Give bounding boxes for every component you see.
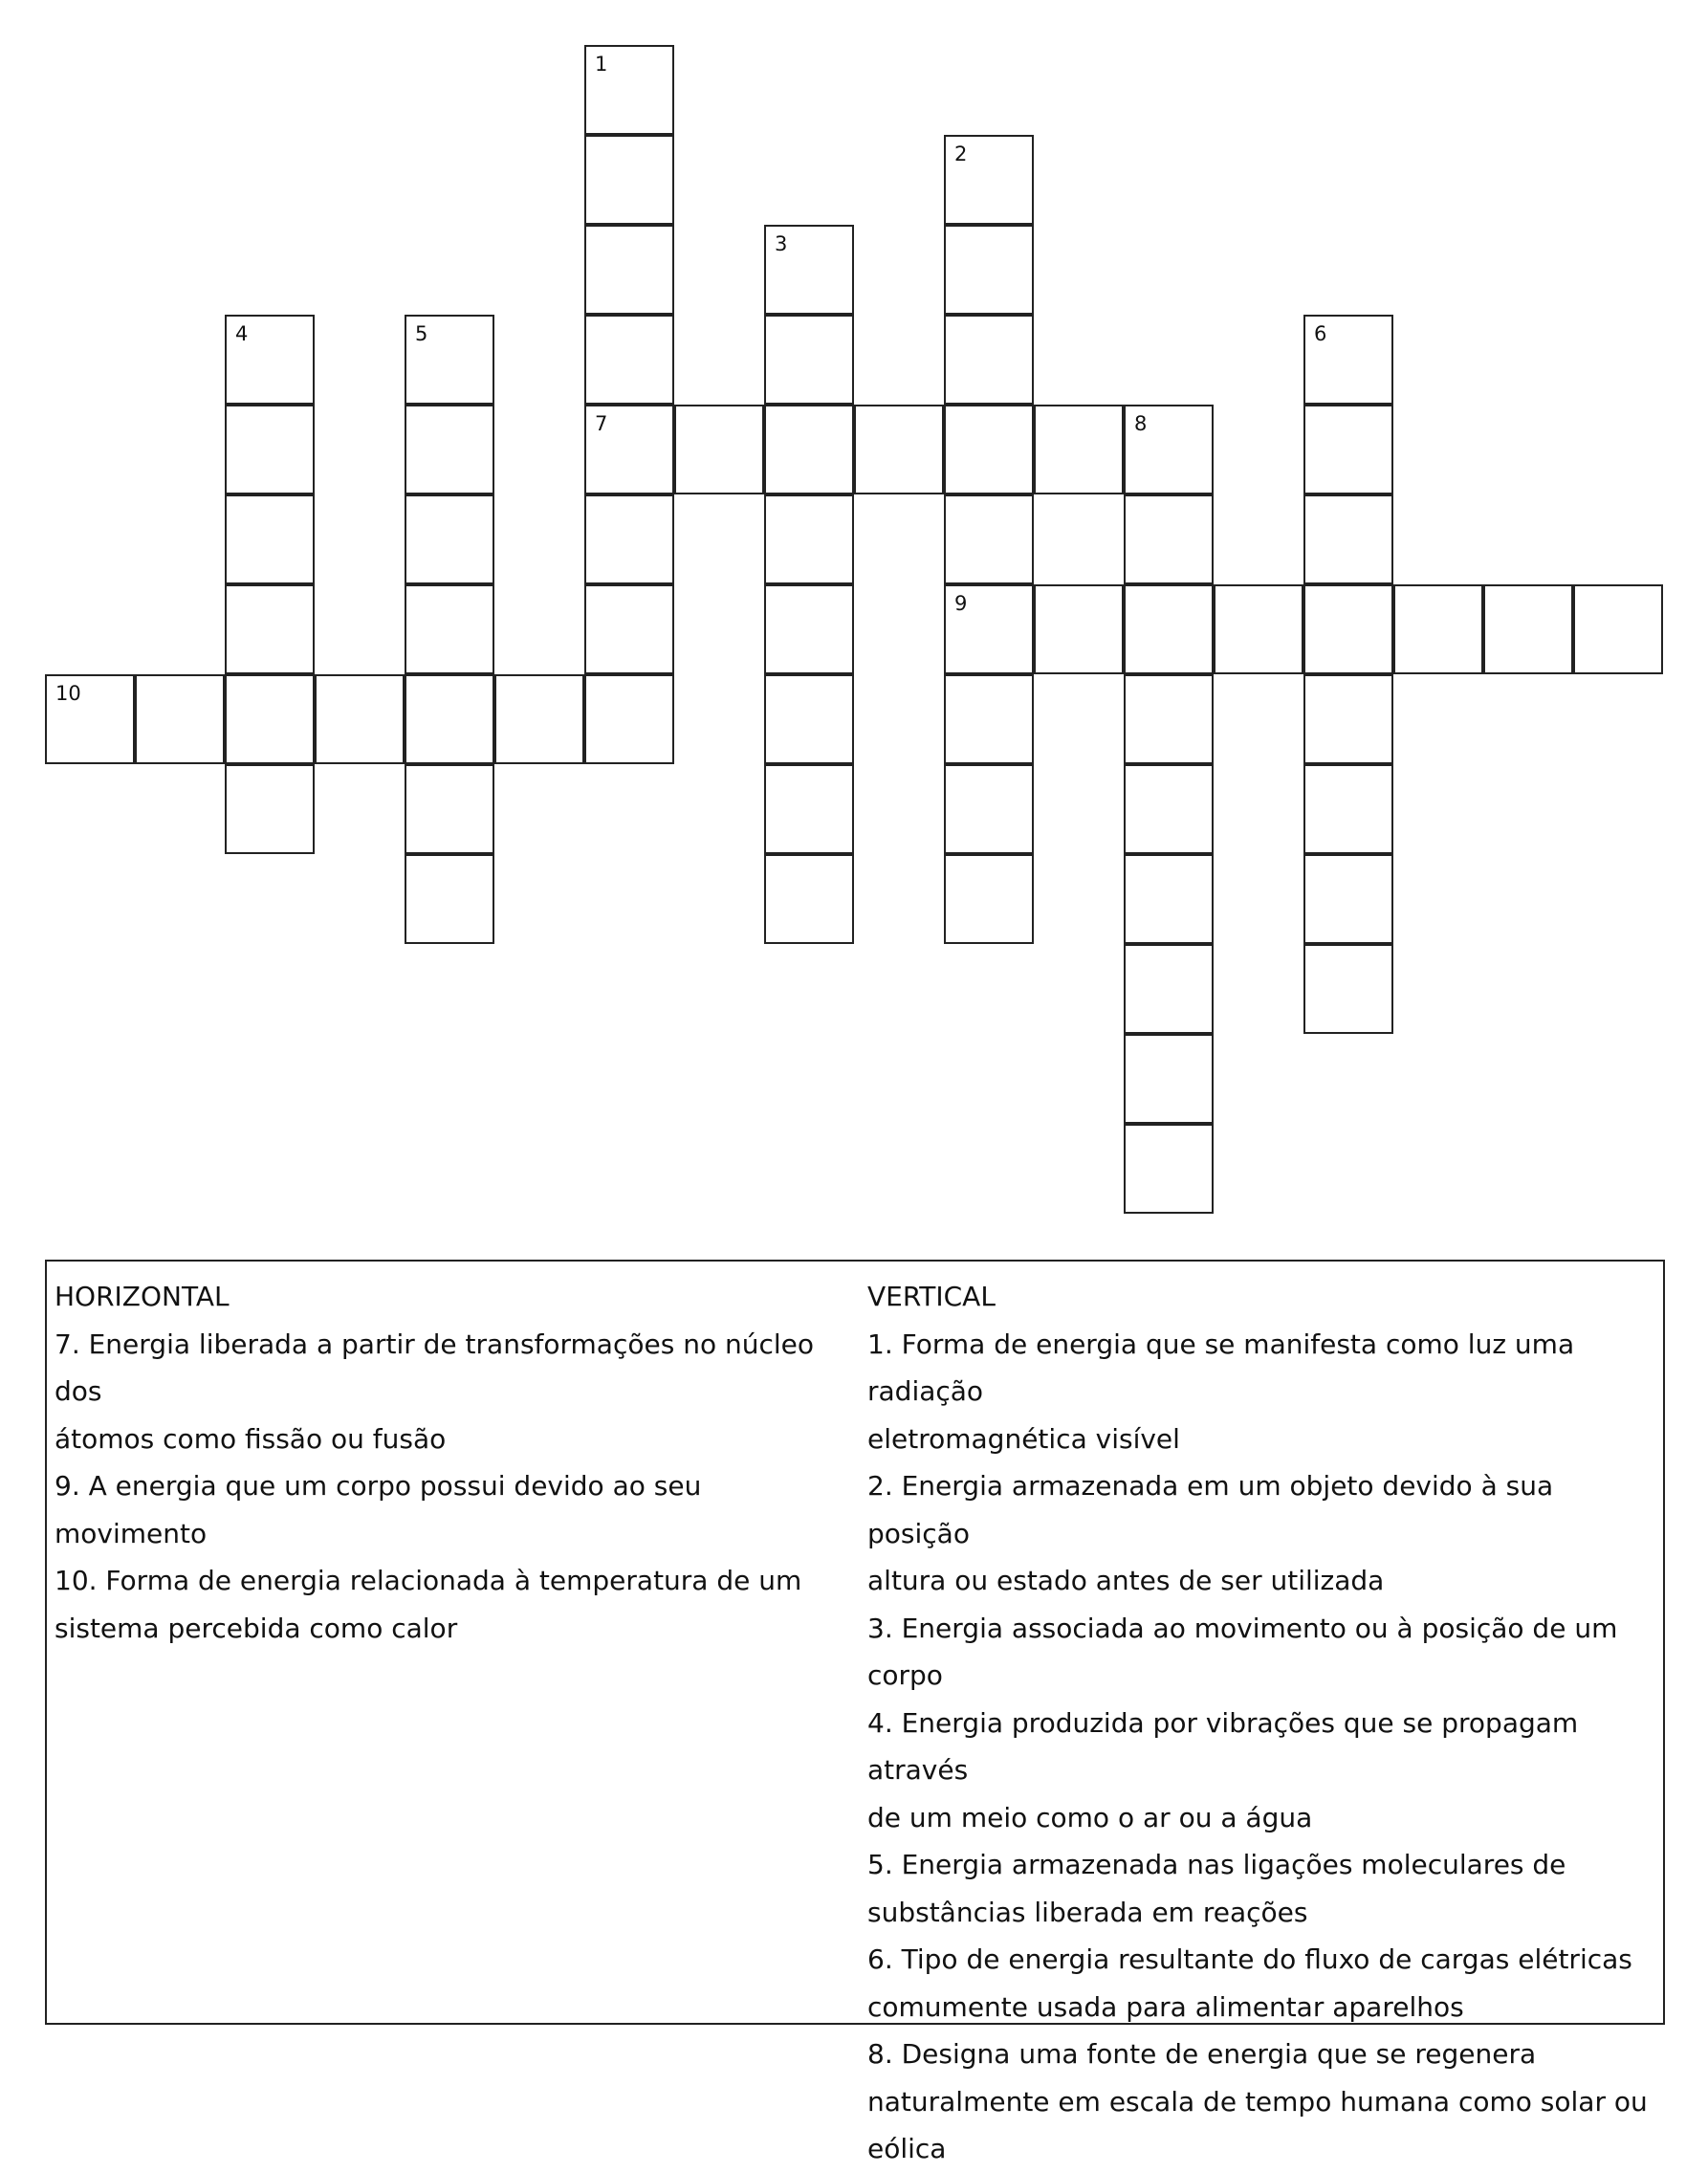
grid-cell[interactable] (225, 405, 315, 494)
grid-cell[interactable] (944, 854, 1034, 944)
grid-cell[interactable] (764, 764, 854, 854)
clue-line: sistema percebida como calor (55, 1612, 458, 1644)
grid-cell[interactable] (405, 764, 494, 854)
grid-cell[interactable] (1303, 854, 1393, 944)
grid-cell[interactable] (944, 584, 1034, 674)
clue-line: 2. Energia armazenada em um objeto devido à sua posição (867, 1470, 1554, 1549)
grid-cell[interactable] (764, 225, 854, 315)
grid-cell[interactable] (584, 45, 674, 135)
clue-line: 3. Energia associada ao movimento ou à posição de um corpo (867, 1612, 1618, 1691)
grid-cell[interactable] (584, 135, 674, 225)
grid-cell[interactable] (1393, 584, 1483, 674)
grid-cell[interactable] (674, 405, 764, 494)
clue-line: substâncias liberada em reações (867, 1896, 1308, 1928)
grid-cell[interactable] (764, 584, 854, 674)
grid-cell[interactable] (1124, 1124, 1214, 1214)
vertical-heading: VERTICAL (867, 1281, 996, 1312)
grid-cell[interactable] (584, 674, 674, 764)
clue-line: 4. Energia produzida por vibrações que se propagam através (867, 1706, 1579, 1786)
grid-cell[interactable] (764, 494, 854, 584)
grid-cell[interactable] (944, 315, 1034, 405)
grid-cell[interactable] (584, 494, 674, 584)
clue-number: 5 (415, 322, 428, 345)
grid-cell[interactable] (1303, 584, 1393, 674)
grid-cell[interactable] (315, 674, 405, 764)
grid-cell[interactable] (944, 674, 1034, 764)
grid-cell[interactable] (1303, 315, 1393, 405)
grid-cell[interactable] (405, 854, 494, 944)
clue-line: 1. Forma de energia que se manifesta como luz uma radiação (867, 1328, 1575, 1407)
vertical-clues (867, 1273, 1661, 2173)
grid-cell[interactable] (494, 674, 584, 764)
grid-cell[interactable] (1124, 1034, 1214, 1124)
grid-cell[interactable] (135, 674, 225, 764)
grid-cell[interactable] (764, 405, 854, 494)
grid-cell[interactable] (45, 674, 135, 764)
horizontal-clues (55, 1273, 848, 1652)
grid-cell[interactable] (405, 315, 494, 405)
grid-cell[interactable] (944, 764, 1034, 854)
clue-number: 6 (1314, 322, 1327, 345)
clue-number: 8 (1134, 412, 1148, 435)
grid-cell[interactable] (764, 315, 854, 405)
clue-line: comumente usada para alimentar aparelhos (867, 1990, 1464, 2023)
grid-cell[interactable] (854, 405, 944, 494)
grid-cell[interactable] (1573, 584, 1663, 674)
grid-cell[interactable] (405, 494, 494, 584)
clue-number: 2 (954, 143, 968, 165)
clue-number: 10 (55, 682, 81, 705)
grid-cell[interactable] (1124, 494, 1214, 584)
grid-cell[interactable] (1303, 764, 1393, 854)
grid-cell[interactable] (225, 494, 315, 584)
horizontal-heading: HORIZONTAL (55, 1281, 230, 1312)
grid-cell[interactable] (405, 584, 494, 674)
grid-cell[interactable] (1303, 674, 1393, 764)
grid-cell[interactable] (225, 315, 315, 405)
grid-cell[interactable] (1303, 494, 1393, 584)
grid-cell[interactable] (584, 315, 674, 405)
clue-line: 10. Forma de energia relacionada à temperatura de um (55, 1565, 802, 1596)
grid-cell[interactable] (1124, 764, 1214, 854)
clue-line: 9. A energia que um corpo possui devido ao seu movimento (55, 1470, 702, 1549)
grid-cell[interactable] (1124, 405, 1214, 494)
grid-cell[interactable] (944, 135, 1034, 225)
clue-line: 5. Energia armazenada nas ligações moleculares de (867, 1849, 1566, 1880)
grid-cell[interactable] (584, 225, 674, 315)
grid-cell[interactable] (225, 764, 315, 854)
grid-cell[interactable] (584, 584, 674, 674)
clue-line: naturalmente em escala de tempo humana como solar ou (867, 2085, 1648, 2118)
grid-cell[interactable] (1483, 584, 1573, 674)
grid-cell[interactable] (1124, 944, 1214, 1034)
clue-number: 9 (954, 592, 968, 615)
clue-line: eólica (867, 2133, 947, 2164)
grid-cell[interactable] (1214, 584, 1303, 674)
grid-cell[interactable] (225, 674, 315, 764)
grid-cell[interactable] (584, 405, 674, 494)
grid-cell[interactable] (405, 674, 494, 764)
grid-cell[interactable] (1034, 584, 1124, 674)
grid-cell[interactable] (1034, 405, 1124, 494)
clue-number: 3 (775, 232, 788, 255)
clue-line: 8. Designa uma fonte de energia que se regenera (867, 2038, 1537, 2070)
grid-cell[interactable] (764, 674, 854, 764)
grid-cell[interactable] (1303, 405, 1393, 494)
grid-cell[interactable] (944, 405, 1034, 494)
grid-cell[interactable] (405, 405, 494, 494)
clue-line: eletromagnética visível (867, 1422, 1180, 1455)
grid-cell[interactable] (764, 854, 854, 944)
grid-cell[interactable] (944, 225, 1034, 315)
grid-cell[interactable] (944, 494, 1034, 584)
clue-number: 4 (235, 322, 249, 345)
grid-cell[interactable] (1124, 854, 1214, 944)
clues-box (45, 1260, 1665, 2164)
grid-cell[interactable] (1124, 674, 1214, 764)
clue-line: 6. Tipo de energia resultante do fluxo de cargas elétricas (867, 1943, 1632, 1975)
clue-number: 1 (595, 53, 608, 76)
grid-cell[interactable] (1303, 944, 1393, 1034)
grid-cell[interactable] (225, 584, 315, 674)
clue-line: átomos como fissão ou fusão (55, 1422, 447, 1455)
grid-cell[interactable] (1124, 584, 1214, 674)
clue-line: 7. Energia liberada a partir de transformações no núcleo dos (55, 1328, 815, 1407)
clue-line: de um meio como o ar ou a água (867, 1801, 1313, 1833)
clue-number: 7 (595, 412, 608, 435)
clue-line: altura ou estado antes de ser utilizada (867, 1565, 1385, 1596)
